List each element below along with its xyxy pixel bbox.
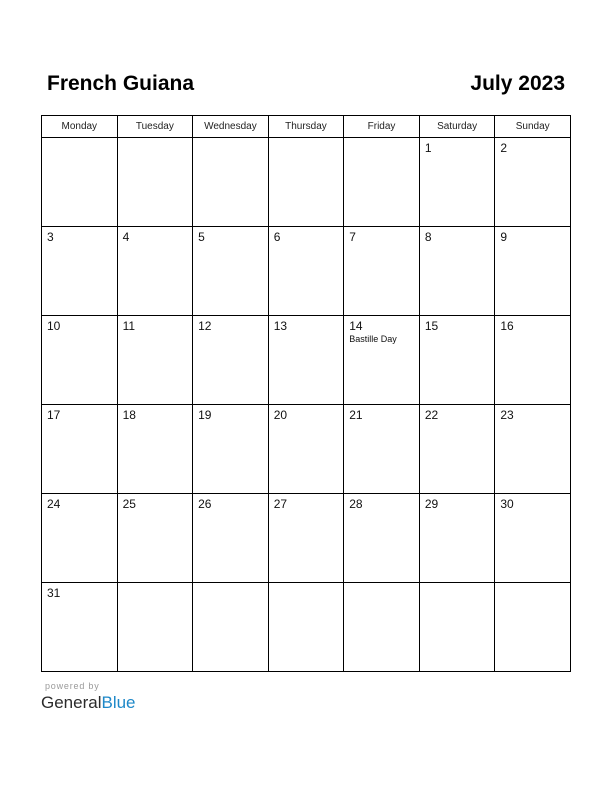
day-cell (344, 138, 420, 227)
day-cell (344, 227, 420, 316)
week-row (42, 494, 571, 583)
weekday-saturday: Saturday (419, 116, 495, 138)
day-cell (495, 405, 571, 494)
day-number: 4 (122, 230, 130, 244)
weekday-monday: Monday (42, 116, 118, 138)
country-title: French Guiana (47, 72, 195, 95)
day-number: 2 (500, 141, 508, 155)
day-number: 28 (349, 497, 363, 511)
day-cell (117, 316, 193, 405)
week-row (42, 227, 571, 316)
weekday-sunday: Sunday (495, 116, 571, 138)
day-cell (419, 316, 495, 405)
day-number: 1 (424, 141, 432, 155)
day-cell (42, 494, 118, 583)
day-cell (344, 316, 420, 405)
brand-general-text: General (41, 693, 102, 712)
weekday-header-row (42, 116, 571, 138)
weekday-thursday: Thursday (268, 116, 344, 138)
day-cell (268, 316, 344, 405)
day-number: 5 (198, 230, 205, 244)
day-number: 26 (198, 497, 212, 511)
day-cell (193, 316, 269, 405)
day-cell (268, 583, 344, 672)
day-number: 17 (47, 408, 61, 422)
day-cell (344, 494, 420, 583)
day-cell (419, 494, 495, 583)
day-number: 23 (500, 408, 514, 422)
day-cell (42, 583, 118, 672)
day-number: 7 (349, 230, 356, 244)
day-cell (344, 405, 420, 494)
day-number: 8 (424, 230, 432, 244)
day-number: 13 (273, 319, 288, 333)
day-number: 30 (500, 497, 514, 511)
powered-by-text: powered by (45, 681, 100, 691)
day-number: 22 (424, 408, 439, 422)
day-cell (268, 405, 344, 494)
day-cell (193, 405, 269, 494)
day-cell (419, 138, 495, 227)
weekday-wednesday: Wednesday (193, 116, 269, 138)
day-number: 29 (424, 497, 439, 511)
day-number: 11 (122, 319, 136, 333)
week-row (42, 405, 571, 494)
day-cell (419, 227, 495, 316)
day-number: 25 (122, 497, 136, 511)
day-cell (117, 494, 193, 583)
day-cell (495, 316, 571, 405)
weekday-tuesday: Tuesday (117, 116, 193, 138)
day-cell (419, 405, 495, 494)
day-number: 21 (349, 408, 363, 422)
day-cell (193, 138, 269, 227)
day-number: 27 (273, 497, 288, 511)
day-cell (495, 494, 571, 583)
day-number: 10 (47, 319, 61, 333)
day-cell (42, 138, 118, 227)
brand-logo (41, 693, 136, 713)
day-cell (268, 138, 344, 227)
day-cell (117, 583, 193, 672)
day-number: 16 (500, 319, 514, 333)
day-number: 12 (198, 319, 212, 333)
day-cell (344, 583, 420, 672)
day-cell (419, 583, 495, 672)
day-cell (268, 494, 344, 583)
brand-blue-text: Blue (101, 693, 136, 712)
day-number: 15 (424, 319, 439, 333)
weekday-friday: Friday (344, 116, 420, 138)
day-number: 14 (349, 319, 363, 333)
day-cell (42, 316, 118, 405)
day-cell (117, 405, 193, 494)
day-number: 20 (273, 408, 288, 422)
day-number: 18 (122, 408, 136, 422)
day-cell (42, 405, 118, 494)
day-number: 19 (198, 408, 212, 422)
calendar-grid (41, 115, 571, 672)
day-number: 6 (273, 230, 281, 244)
day-cell (495, 138, 571, 227)
day-cell (117, 227, 193, 316)
week-row (42, 138, 571, 227)
week-row (42, 583, 571, 672)
day-number: 31 (47, 586, 61, 600)
day-number: 24 (47, 497, 61, 511)
day-cell (42, 227, 118, 316)
day-number: 3 (47, 230, 54, 244)
day-cell (495, 583, 571, 672)
calendar-header (41, 70, 571, 100)
day-cell (193, 583, 269, 672)
day-cell (117, 138, 193, 227)
day-cell (193, 494, 269, 583)
month-title: July 2023 (470, 72, 565, 95)
day-cell (193, 227, 269, 316)
day-cell (495, 227, 571, 316)
holiday-label: Bastille Day (349, 334, 397, 344)
day-cell (268, 227, 344, 316)
week-row (42, 316, 571, 405)
day-number: 9 (500, 230, 508, 244)
